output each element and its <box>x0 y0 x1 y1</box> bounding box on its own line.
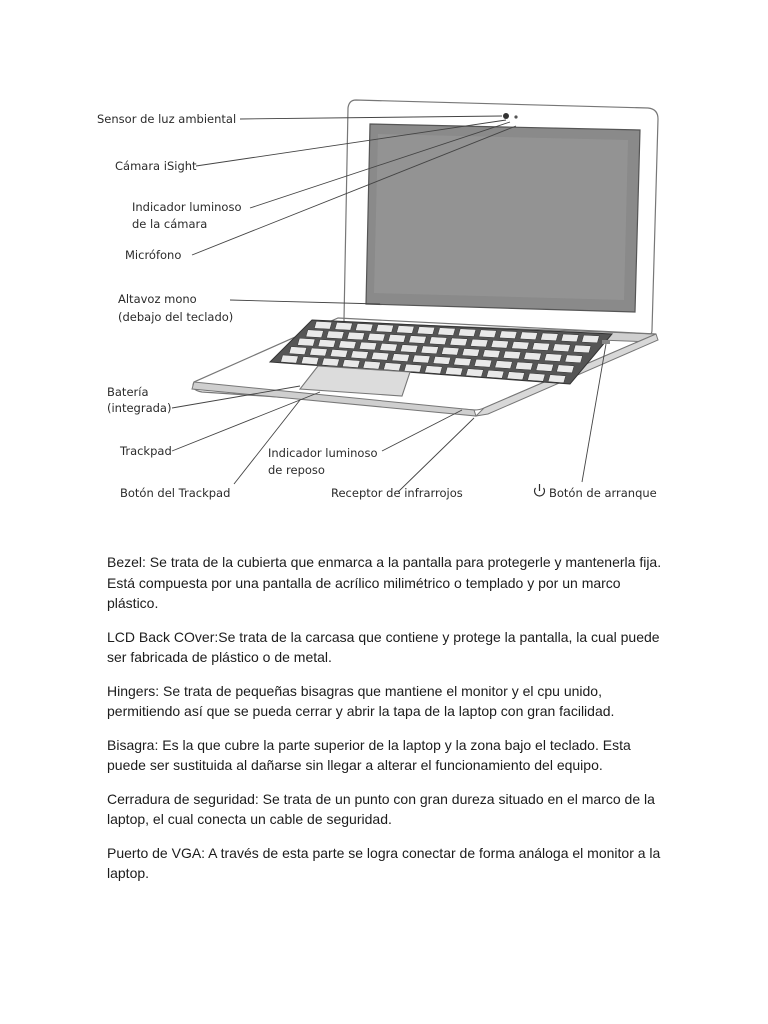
keyboard-key <box>466 369 484 377</box>
laptop-illustration <box>90 92 680 512</box>
keyboard-key <box>528 373 546 381</box>
label-microphone: Micrófono <box>125 248 182 262</box>
keyboard-key <box>503 351 521 359</box>
paragraph-vga-port: Puerto de VGA: A través de esta parte se logra conectar de forma análoga el monitor a la laptop. <box>107 844 661 881</box>
keyboard-key <box>556 365 574 373</box>
keyboard-key <box>351 351 369 359</box>
keyboard-key <box>289 347 307 355</box>
label-camera-indicator-line1: Indicador luminoso <box>132 200 242 214</box>
keyboard-key <box>515 362 533 370</box>
label-trackpad: Trackpad <box>120 444 172 458</box>
paragraph-lcd-back-cover: LCD Back COver:Se trata de la carcasa que contiene y protege la pantalla, la cual puede ser fabricada de plástico o de metal. <box>107 628 660 665</box>
keyboard-key <box>380 343 398 351</box>
keyboard-key <box>438 328 456 336</box>
keyboard-key <box>507 372 525 380</box>
keyboard-key <box>314 321 332 329</box>
keyboard-key <box>301 356 319 364</box>
keyboard-key <box>371 352 389 360</box>
label-power-button: Botón de arranque <box>549 486 657 500</box>
keyboard-key <box>483 350 501 358</box>
keyboard-key <box>433 356 451 364</box>
keyboard-key <box>548 375 566 383</box>
label-sleep-indicator-line2: de reposo <box>268 463 325 477</box>
power-icon <box>535 484 545 496</box>
keyboard-key <box>342 360 360 368</box>
keyboard-key <box>429 337 447 345</box>
keyboard-key <box>310 348 328 356</box>
keyboard-key <box>355 323 373 331</box>
trackpad-surface <box>300 366 410 396</box>
keyboard-key <box>520 332 538 340</box>
keyboard-key <box>281 355 299 363</box>
keyboard-key <box>376 324 394 332</box>
laptop-diagram <box>90 92 680 512</box>
keyboard-key <box>462 348 480 356</box>
keyboard-key <box>512 341 530 349</box>
keyboard-key <box>450 338 468 346</box>
keyboard-key <box>335 322 353 330</box>
paragraph-bezel: Bezel: Se trata de la cubierta que enmarca a la pantalla para protegerle y mantenerla fija. Está compuesta por una pantalla de acrílico milimétrico o templado y por un marco plástico. <box>107 554 662 611</box>
keyboard-key <box>397 326 415 334</box>
keyboard-key <box>339 341 357 349</box>
keyboard-key <box>363 361 381 369</box>
leader-trackpad <box>172 392 320 451</box>
keyboard-key <box>565 355 583 363</box>
keyboard-key <box>384 363 402 371</box>
keyboard-key <box>347 332 365 340</box>
keyboard-key <box>412 355 430 363</box>
keyboard-key <box>322 358 340 366</box>
isight-camera-dot <box>503 113 509 119</box>
leader-mono-speaker <box>230 300 380 304</box>
label-trackpad-button: Botón del Trackpad <box>120 486 231 500</box>
keyboard-key <box>486 370 504 378</box>
keyboard-key <box>582 335 600 343</box>
keyboard-key <box>421 346 439 354</box>
label-battery-line1: Batería <box>107 385 149 399</box>
keyboard-key <box>553 344 571 352</box>
keyboard-key <box>388 334 406 342</box>
leader-ambient-sensor <box>240 116 502 119</box>
label-ambient-light-sensor: Sensor de luz ambiental <box>97 112 237 126</box>
label-infrared-receiver: Receptor de infrarrojos <box>331 486 463 500</box>
label-battery-line2: (integrada) <box>107 401 172 415</box>
keyboard-key <box>425 366 443 374</box>
keyboard-key <box>392 354 410 362</box>
keyboard-key <box>499 331 517 339</box>
label-mono-speaker-line1: Altavoz mono <box>118 292 197 306</box>
keyboard-key <box>445 367 463 375</box>
keyboard-key <box>573 345 591 353</box>
keyboard-key <box>306 330 324 338</box>
keyboard-key <box>495 361 513 369</box>
keyboard-key <box>524 352 542 360</box>
keyboard-key <box>400 345 418 353</box>
keyboard-key <box>474 359 492 367</box>
keyboard-key <box>359 342 377 350</box>
paragraph-hinges: Hingers: Se trata de pequeñas bisagras que mantiene el monitor y el cpu unido, permitiendo así que se pueda cerrar y abrir la tapa de la laptop con gran facilidad. <box>107 682 615 719</box>
keyboard-key <box>441 347 459 355</box>
keyboard-key <box>536 363 554 371</box>
label-isight-camera: Cámara iSight <box>115 159 197 173</box>
keyboard-key <box>404 364 422 372</box>
keyboard-key <box>318 339 336 347</box>
keyboard-key <box>417 327 435 335</box>
leader-sleep-indicator <box>382 410 462 451</box>
keyboard-key <box>330 349 348 357</box>
keyboard-key <box>479 330 497 338</box>
keyboard-key <box>561 334 579 342</box>
keyboard-key <box>470 339 488 347</box>
keyboard-key <box>409 336 427 344</box>
label-mono-speaker-line2: (debajo del teclado) <box>118 310 234 324</box>
paragraph-security-lock: Cerradura de seguridad: Se trata de un punto con gran dureza situado en el marco de la laptop, el cual conecta un cable de seguridad. <box>107 790 655 827</box>
ambient-sensor-dot <box>514 115 517 118</box>
label-camera-indicator-line2: de la cámara <box>132 217 208 231</box>
keyboard-key <box>532 343 550 351</box>
keyboard-key <box>454 358 472 366</box>
leader-infrared <box>398 418 474 492</box>
keyboard-key <box>541 333 559 341</box>
keyboard-key <box>458 329 476 337</box>
paragraph-bisagra: Bisagra: Es la que cubre la parte superior de la laptop y la zona bajo el teclado. Esta puede ser sustituida al dañarse sin llegar a alterar el funcionamiento del equipo. <box>107 736 631 773</box>
keyboard-key <box>368 333 386 341</box>
keyboard-key <box>326 331 344 339</box>
component-descriptions <box>107 552 667 897</box>
keyboard-key <box>491 340 509 348</box>
keyboard-key <box>297 338 315 346</box>
keyboard-key <box>544 354 562 362</box>
label-sleep-indicator-line1: Indicador luminoso <box>268 446 378 460</box>
